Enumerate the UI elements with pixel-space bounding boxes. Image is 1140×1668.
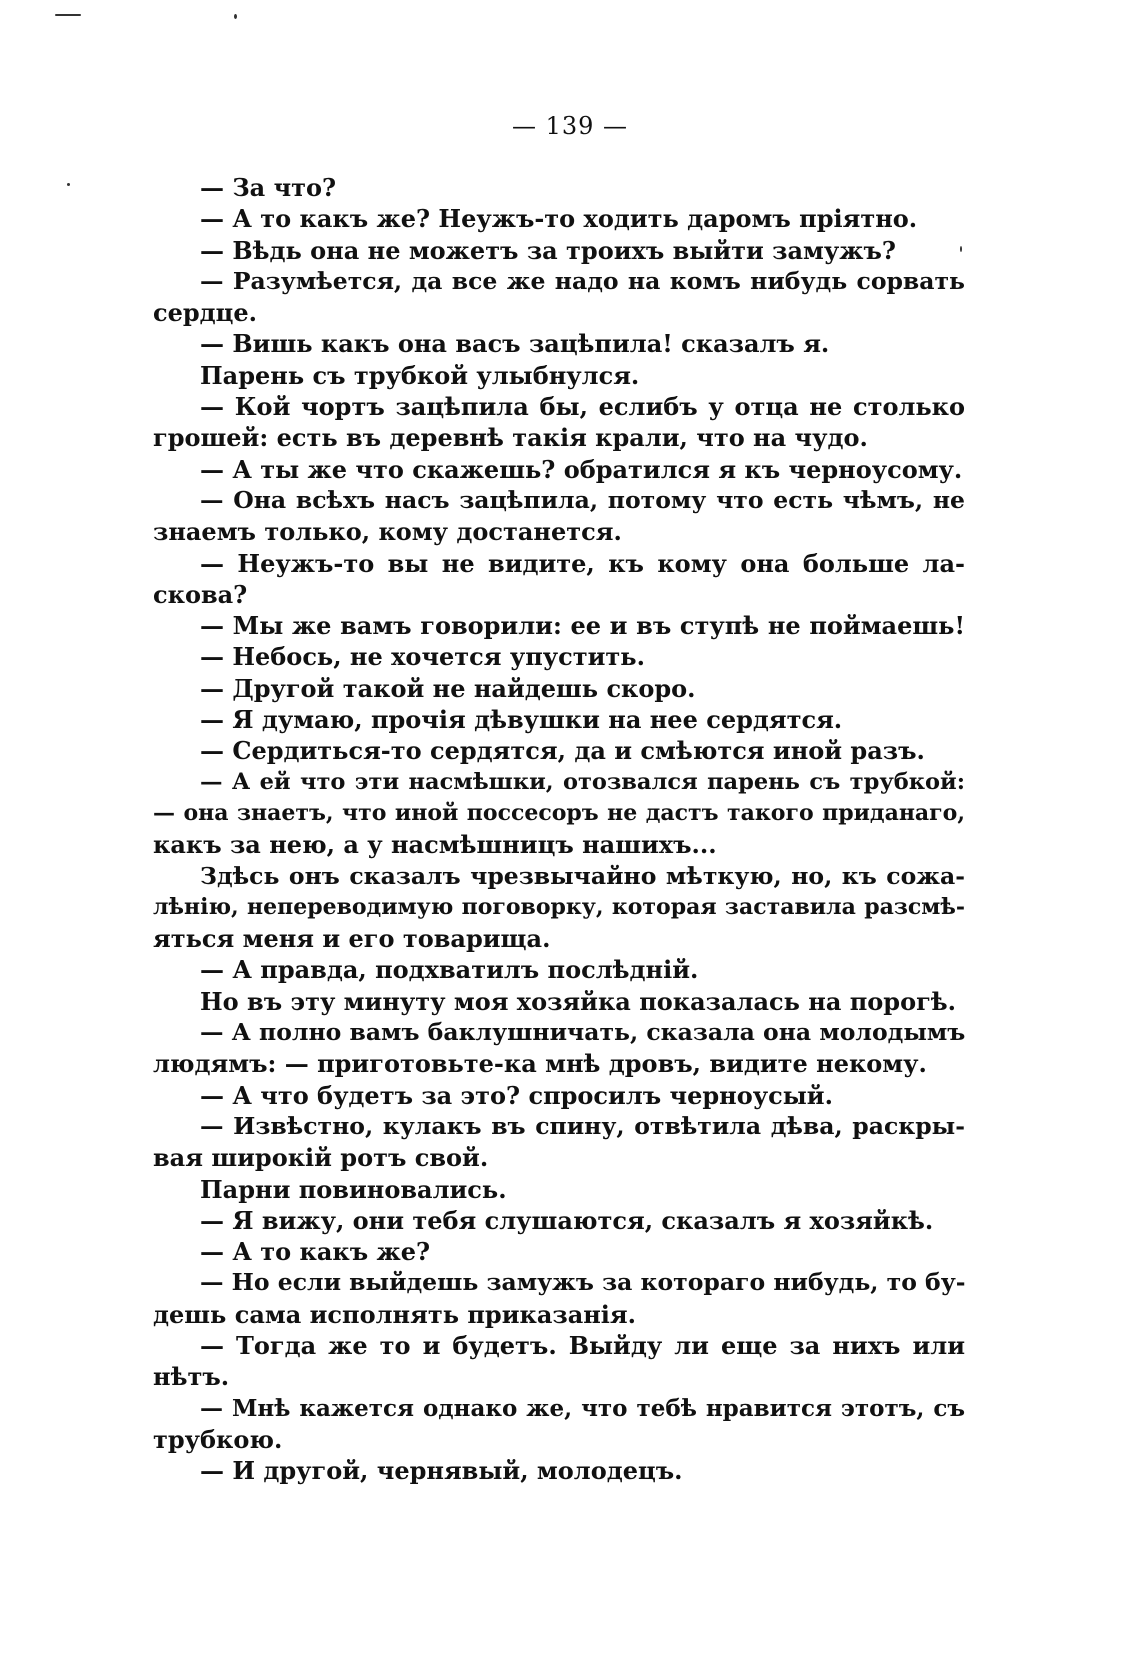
text-line: — Вѣдь она не можетъ за троихъ выйти замужъ? [200,235,896,265]
text-line: нѣтъ. [153,1362,230,1392]
text-line: лѣнiю, непереводимую поговорку, которая заставила разсмѣ- [153,893,965,920]
text-line: — А ей что эти насмѣшки, отозвался парень съ трубкой: [200,768,965,795]
text-line: какъ за нею, а у насмѣшницъ нашихъ... [153,830,717,860]
text-line: — Сердиться-то сердятся, да и смѣются иной разъ. [200,736,925,766]
text-line: — Другой такой не найдешь скоро. [200,673,696,703]
scan-mark [234,14,237,19]
text-line: сердце. [153,298,258,328]
text-line: Но въ эту минуту моя хозяйка показалась на порогѣ. [200,986,957,1016]
text-line: знаемъ только, кому достанется. [153,517,622,547]
text-line: грошей: есть въ деревнѣ такiя крали, что на чудо. [153,423,868,453]
text-line: яться меня и его товарища. [153,924,551,954]
text-line: Парень съ трубкой улыбнулся. [200,360,640,390]
text-line: — Мы же вамъ говорили: ее и въ ступѣ не поймаешь! [200,611,965,641]
text-line: — Вишь какъ она васъ зацѣпила! сказалъ я. [200,329,830,359]
text-line: трубкою. [153,1424,283,1454]
text-line: — Я думаю, прочiя дѣвушки на нее сердятся. [200,705,843,735]
text-line: Парни повиновались. [200,1174,507,1204]
text-line: скова? [153,579,248,609]
page-number: — 139 — [511,112,629,140]
text-line: — Неужъ-то вы не видите, къ кому она больше ла- [200,548,965,578]
text-line: — Разумѣется, да все же надо на комъ нибудь сорвать [200,266,965,295]
text-line: — А полно вамъ баклушничать, сказала она молодымъ [200,1018,966,1047]
body-text [153,172,965,1486]
text-line: — она знаетъ, что иной поссесоръ не дастъ такого приданаго, [153,799,965,826]
text-line: — Тогда же то и будетъ. Выйду ли еще за нихъ или [200,1330,965,1360]
text-line: — Она всѣхъ насъ зацѣпила, потому что есть чѣмъ, не [200,485,965,514]
text-line: — Кой чортъ зацѣпила бы, еслибъ у отца не столько [200,392,965,422]
text-line: — Небось, не хочется упустить. [200,642,645,672]
text-line: — А правда, подхватилъ послѣднiй. [200,955,699,985]
text-line: дешь сама исполнять приказанiя. [153,1299,637,1329]
text-line: — Мнѣ кажется однако же, что тебѣ нравится этотъ, съ [200,1394,965,1422]
text-line: — А что будетъ за это? спросилъ черноусый. [200,1080,833,1110]
text-line: — А то какъ же? [200,1237,431,1267]
text-line: вая широкiй ротъ свой. [153,1143,489,1173]
text-line: — А то какъ же? Неужъ-то ходить даромъ прiятно. [200,204,918,234]
scan-mark [55,14,81,16]
text-line: — За что? [200,173,337,202]
text-line: — Я вижу, они тебя слушаются, сказалъ я хозяйкѣ. [200,1205,934,1235]
text-line: людямъ: — приготовьте-ка мнѣ дровъ, видите некому. [153,1049,927,1079]
text-line: — Но если выйдешь замужъ за котораго нибудь, то бу- [200,1268,966,1297]
text-line: — Извѣстно, кулакъ въ спину, отвѣтила дѣва, раскры- [200,1111,965,1140]
text-line: — И другой, чернявый, молодецъ. [200,1456,683,1486]
text-line: Здѣсь онъ сказалъ чрезвычайно мѣткую, но, къ сожа- [200,861,965,890]
text-line: — А ты же что скажешь? обратился я къ черноусому. [200,454,963,484]
scan-mark [67,183,70,186]
